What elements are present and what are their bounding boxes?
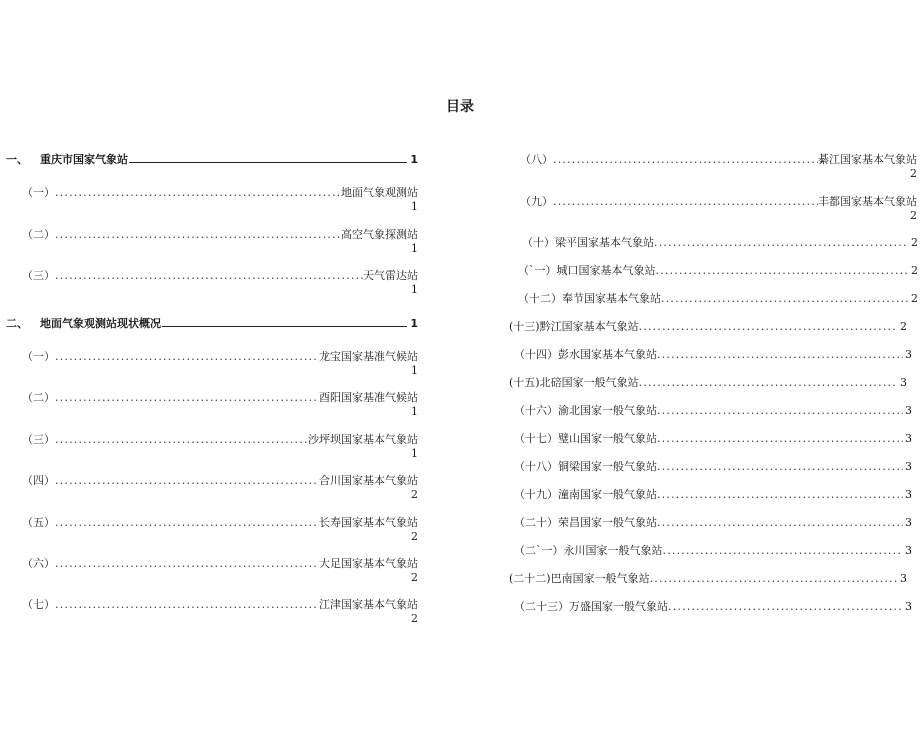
dot-leader xyxy=(657,432,903,446)
leader-line xyxy=(162,326,407,327)
dot-leader xyxy=(657,460,903,474)
toc-entry[interactable] xyxy=(22,391,418,419)
toc-entry[interactable] xyxy=(509,572,907,586)
entry-label: 酉阳国家基准气候站 xyxy=(319,391,418,404)
page-number: 1 xyxy=(410,317,418,330)
page-number: 2 xyxy=(910,209,917,222)
dot-leader xyxy=(639,320,898,334)
page-number: 1 xyxy=(411,405,418,418)
section-label: 地面气象观测站现状概况 xyxy=(40,317,161,330)
entry-label: 万盛国家一般气象站 xyxy=(569,600,668,613)
entry-label: 天气雷达站 xyxy=(363,269,418,282)
entry-label: 沙坪坝国家基本气象站 xyxy=(308,433,418,446)
toc-entry[interactable] xyxy=(22,350,418,378)
toc-title: 目录 xyxy=(446,99,474,115)
toc-entry[interactable] xyxy=(22,557,418,585)
toc-entry[interactable] xyxy=(509,320,907,334)
toc-entry[interactable] xyxy=(22,598,418,626)
entry-number: （十九） xyxy=(514,488,558,501)
page-number: 3 xyxy=(905,516,912,529)
page-number: 2 xyxy=(911,264,918,277)
entry-number: （六） xyxy=(22,557,55,570)
dot-leader xyxy=(656,264,910,278)
entry-label: 梁平国家基本气象站 xyxy=(555,236,654,249)
dot-leader xyxy=(55,350,319,364)
section-number: 二、 xyxy=(6,317,28,330)
section-label: 重庆市国家气象站 xyxy=(40,153,128,166)
dot-leader xyxy=(657,348,903,362)
toc-entry[interactable] xyxy=(518,264,918,278)
toc-entry[interactable] xyxy=(22,516,418,544)
toc-section-1[interactable] xyxy=(6,153,418,167)
dot-leader xyxy=(650,572,898,586)
dot-leader xyxy=(657,488,903,502)
page-number: 1 xyxy=(411,364,418,377)
dot-leader xyxy=(55,474,319,488)
toc-entry[interactable] xyxy=(509,376,907,390)
dot-leader xyxy=(55,516,319,530)
toc-entry[interactable] xyxy=(514,348,912,362)
toc-section-2[interactable] xyxy=(6,317,418,331)
entry-number: (二十二) xyxy=(509,572,551,585)
page-number: 2 xyxy=(910,167,917,180)
page-number: 2 xyxy=(411,571,418,584)
page-number: 3 xyxy=(905,544,912,557)
page-number: 1 xyxy=(410,153,418,166)
entry-number: （二） xyxy=(22,228,55,241)
entry-label: 渝北国家一般气象站 xyxy=(558,404,657,417)
entry-label: 巴南国家一般气象站 xyxy=(550,572,650,585)
dot-leader xyxy=(553,153,818,167)
dot-leader xyxy=(668,600,903,614)
entry-label: 潼南国家一般气象站 xyxy=(558,488,657,501)
entry-label: 丰都国家基本气象站 xyxy=(818,195,917,208)
page-number: 3 xyxy=(900,376,907,389)
toc-entry[interactable] xyxy=(514,432,912,446)
toc-entry[interactable] xyxy=(514,600,912,614)
entry-number: （十六） xyxy=(514,404,558,417)
toc-entry[interactable] xyxy=(514,544,912,558)
entry-number: （九） xyxy=(520,195,553,208)
dot-leader xyxy=(55,269,363,283)
entry-number: （一） xyxy=(22,186,55,199)
toc-entry[interactable] xyxy=(22,474,418,502)
page-number: 1 xyxy=(411,447,418,460)
entry-label: 城口国家基本气象站 xyxy=(556,264,656,277)
toc-entry[interactable] xyxy=(518,292,918,306)
entry-label: 长寿国家基本气象站 xyxy=(319,516,418,529)
page-number: 2 xyxy=(411,488,418,501)
page-number: 3 xyxy=(900,572,907,585)
entry-label: 合川国家基本气象站 xyxy=(319,474,418,487)
entry-number: （八） xyxy=(520,153,553,166)
entry-label: 黔江国家基本气象站 xyxy=(539,320,639,333)
page-number: 2 xyxy=(411,612,418,625)
entry-label: 綦江国家基本气象站 xyxy=(818,153,917,166)
page-number: 1 xyxy=(411,283,418,296)
entry-number: （十四） xyxy=(514,348,558,361)
entry-number: (十五) xyxy=(509,376,540,389)
dot-leader xyxy=(55,228,341,242)
entry-number: （二十三） xyxy=(514,600,569,613)
toc-entry[interactable] xyxy=(514,488,912,502)
entry-number: （四） xyxy=(22,474,55,487)
entry-label: 龙宝国家基准气候站 xyxy=(319,350,418,363)
leader-line xyxy=(129,162,407,163)
entry-number: （三） xyxy=(22,269,55,282)
entry-number: （十七） xyxy=(514,432,558,445)
entry-label: 奉节国家基本气象站 xyxy=(562,292,661,305)
entry-label: 璧山国家一般气象站 xyxy=(558,432,657,445)
entry-label: 荣昌国家一般气象站 xyxy=(558,516,657,529)
page-number: 3 xyxy=(905,348,912,361)
dot-leader xyxy=(654,236,909,250)
toc-entry[interactable] xyxy=(522,236,918,250)
section-number: 一、 xyxy=(6,153,28,166)
toc-entry[interactable] xyxy=(520,195,917,223)
entry-number: （二`一） xyxy=(514,544,564,557)
entry-number: （三） xyxy=(22,433,55,446)
page-number: 3 xyxy=(905,488,912,501)
dot-leader xyxy=(55,433,308,447)
entry-number: （二十） xyxy=(514,516,558,529)
toc-entry[interactable] xyxy=(514,404,912,418)
toc-entry[interactable] xyxy=(22,186,418,214)
entry-label: 大足国家基本气象站 xyxy=(319,557,418,570)
entry-label: 地面气象观测站 xyxy=(341,186,418,199)
page-number: 2 xyxy=(900,320,907,333)
page-number: 3 xyxy=(905,432,912,445)
dot-leader xyxy=(639,376,898,390)
entry-label: 江津国家基本气象站 xyxy=(319,598,418,611)
page-number: 2 xyxy=(911,292,918,305)
entry-number: （五） xyxy=(22,516,55,529)
toc-entry[interactable] xyxy=(22,228,418,256)
toc-entry[interactable] xyxy=(520,153,917,181)
dot-leader xyxy=(553,195,818,209)
entry-number: （十二） xyxy=(518,292,562,305)
dot-leader xyxy=(657,404,903,418)
page-number: 3 xyxy=(905,404,912,417)
entry-label: 彭水国家基本气象站 xyxy=(558,348,657,361)
entry-label: 高空气象探测站 xyxy=(341,228,418,241)
entry-label: 铜梁国家一般气象站 xyxy=(558,460,657,473)
toc-entry[interactable] xyxy=(514,516,912,530)
dot-leader xyxy=(657,516,903,530)
toc-entry[interactable] xyxy=(22,433,418,461)
dot-leader xyxy=(55,391,319,405)
dot-leader xyxy=(661,292,909,306)
entry-number: （一） xyxy=(22,350,55,363)
page-number: 2 xyxy=(911,236,918,249)
dot-leader xyxy=(55,557,319,571)
entry-label: 北碚国家一般气象站 xyxy=(539,376,639,389)
toc-entry[interactable] xyxy=(22,269,418,297)
entry-number: （`一） xyxy=(518,264,557,277)
toc-entry[interactable] xyxy=(514,460,912,474)
entry-number: (十三) xyxy=(509,320,540,333)
page-number: 3 xyxy=(905,460,912,473)
dot-leader xyxy=(55,598,319,612)
entry-number: （十） xyxy=(522,236,555,249)
page-number: 2 xyxy=(411,530,418,543)
entry-number: （七） xyxy=(22,598,55,611)
dot-leader xyxy=(55,186,341,200)
dot-leader xyxy=(663,544,904,558)
page-number: 1 xyxy=(411,200,418,213)
page-number: 1 xyxy=(411,242,418,255)
entry-label: 永川国家一般气象站 xyxy=(563,544,663,557)
page-number: 3 xyxy=(905,600,912,613)
entry-number: （二） xyxy=(22,391,55,404)
entry-number: （十八） xyxy=(514,460,558,473)
